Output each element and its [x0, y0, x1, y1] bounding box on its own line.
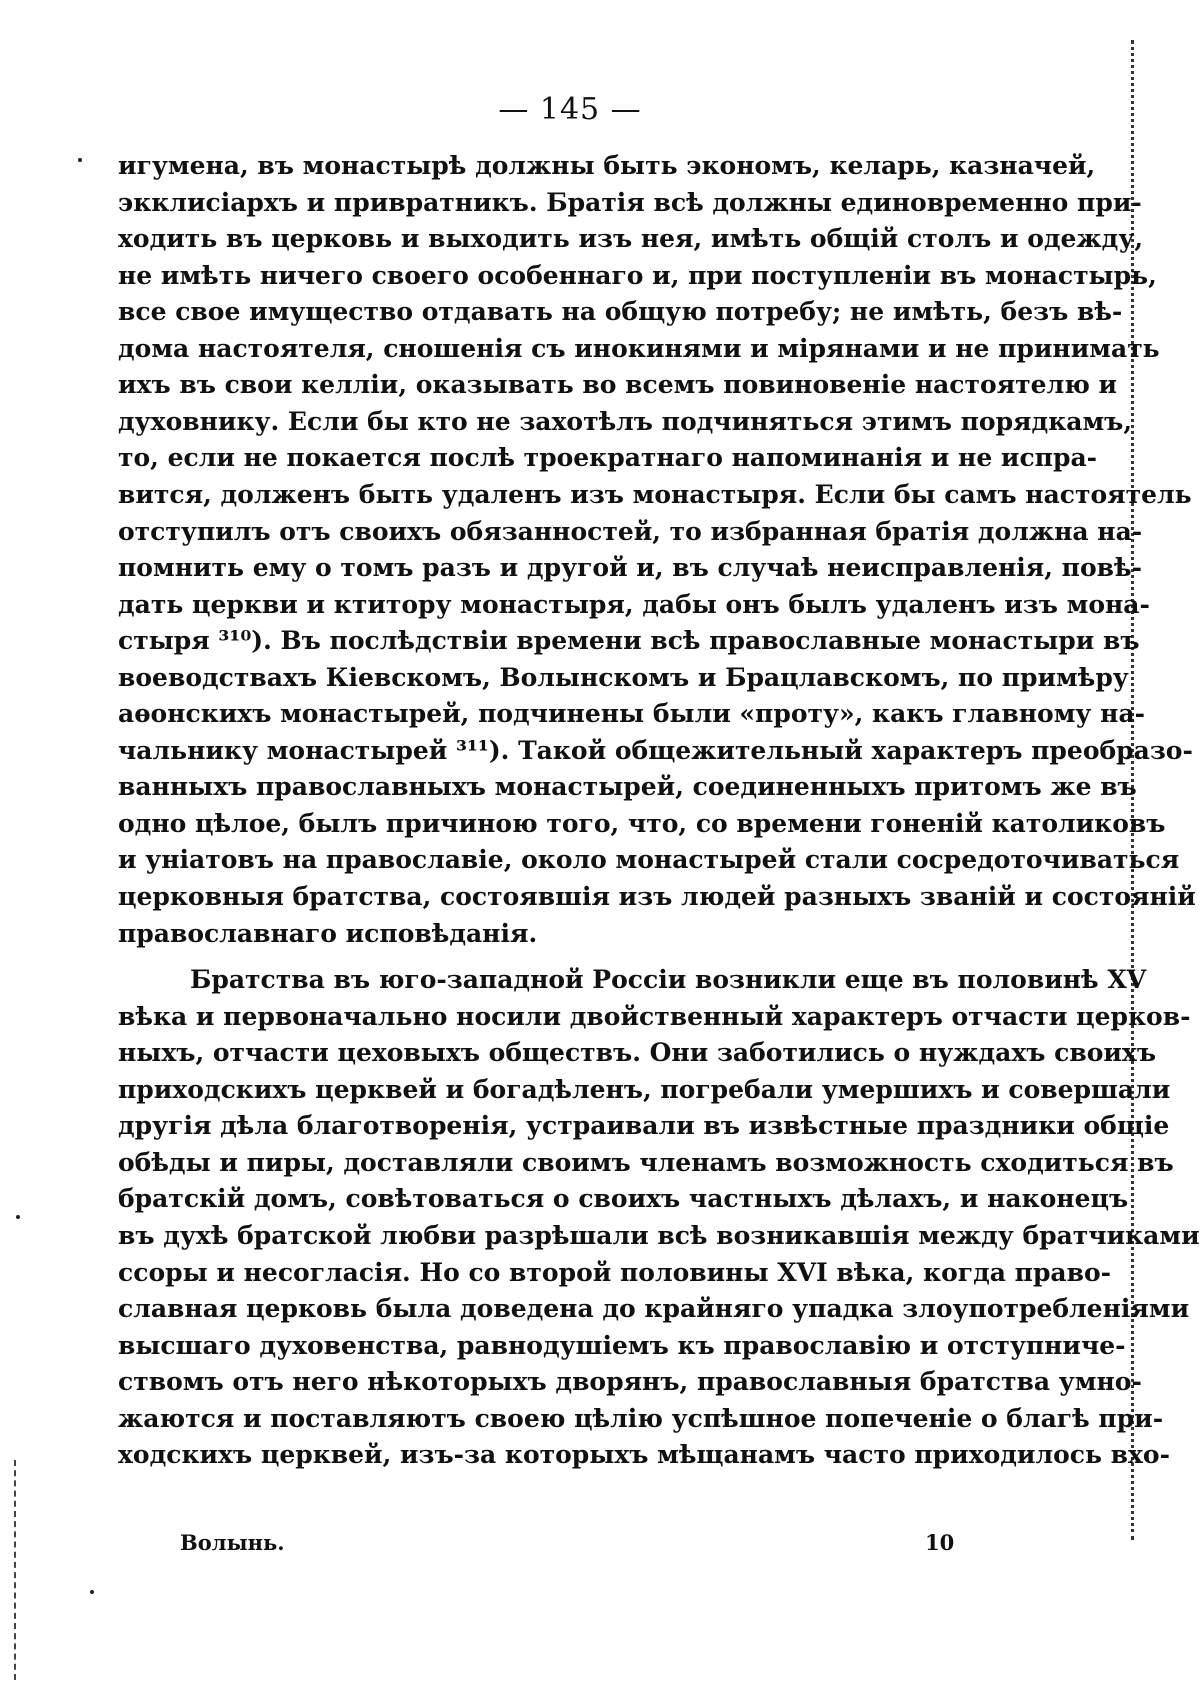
text-line: помнить ему о томъ разъ и другой и, въ случаѣ неисправленія, повѣ- — [118, 553, 1142, 583]
text-line: обѣды и пиры, доставляли своимъ членамъ возможность сходиться въ — [118, 1147, 1174, 1177]
text-line: братскій домъ, совѣтоваться о своихъ частныхъ дѣлахъ, и наконецъ — [118, 1184, 1129, 1214]
text-line: вѣка и первоначально носили двойственный характеръ отчасти церков- — [118, 1001, 1191, 1031]
text-line: церковныя братства, состоявшія изъ людей разныхъ званій и состояній — [118, 882, 1196, 911]
text-line: чальнику монастырей ³¹¹). Такой общежительный характеръ преобразо- — [118, 735, 1193, 765]
text-line: не имѣть ничего своего особеннаго и, при поступленіи въ монастырь, — [118, 260, 1157, 290]
page-number: — 145 — — [498, 92, 642, 127]
text-line: ссоры и несогласія. Но со второй половины XVI вѣка, когда право- — [118, 1257, 1112, 1287]
footer-sheet-number: 10 — [925, 1530, 955, 1555]
text-line: приходскихъ церквей и богадѣленъ, погребали умершихъ и совершали — [118, 1074, 1171, 1104]
text-line: одно цѣлое, былъ причиною того, что, со времени гоненій католиковъ — [118, 808, 1166, 838]
text-line: духовнику. Если бы кто не захотѣлъ подчиняться этимъ порядкамъ, — [118, 406, 1133, 436]
text-line: то, если не покается послѣ троекратнаго напоминанія и не испра- — [118, 443, 1098, 473]
scan-edge-left — [14, 1460, 20, 1680]
text-line: высшаго духовенства, равнодушіемъ къ православію и отступниче- — [118, 1330, 1126, 1360]
text-line: аѳонскихъ монастырей, подчинены были «проту», какъ главному на- — [118, 699, 1146, 729]
text-line: въ духѣ братской любви разрѣшали всѣ возникавшія между братчиками — [118, 1220, 1200, 1250]
text-line: Братства въ юго-западной Россіи возникли еще въ половинѣ XV — [190, 965, 1147, 995]
scan-speck — [16, 1215, 20, 1219]
text-line: ходить въ церковь и выходить изъ нея, имѣть общій столъ и одежду, — [118, 224, 1144, 254]
text-line: ванныхъ православныхъ монастырей, соединенныхъ притомъ же въ — [118, 772, 1137, 802]
text-line: православнаго исповѣданія. — [118, 918, 538, 948]
text-line: другія дѣла благотворенія, устраивали въ извѣстные праздники общіе — [118, 1111, 1170, 1141]
text-line: жаются и поставляютъ своею цѣлію успѣшное попеченіе о благѣ при- — [118, 1403, 1164, 1433]
footer-signature: Волынь. — [180, 1530, 285, 1555]
text-line: игумена, въ монастырѣ должны быть экономъ, келарь, казначей, — [118, 151, 1096, 180]
text-line: ихъ въ свои келліи, оказывать во всемъ повиновеніе настоятелю и — [118, 370, 1118, 400]
text-line: стыря ³¹⁰). Въ послѣдствіи времени всѣ православные монастыри въ — [118, 626, 1140, 656]
scan-speck — [78, 158, 82, 162]
text-line: и уніатовъ на православіе, около монастырей стали сосредоточиваться — [118, 845, 1180, 875]
text-line: все свое имущество отдавать на общую потребу; не имѣть, безъ вѣ- — [118, 297, 1123, 327]
text-line: отступилъ отъ своихъ обязанностей, то избранная братія должна на- — [118, 516, 1143, 546]
text-line: ствомъ отъ него нѣкоторыхъ дворянъ, православныя братства умно- — [118, 1367, 1142, 1397]
text-line: дать церкви и ктитору монастыря, дабы онъ былъ удаленъ изъ мона- — [118, 589, 1150, 619]
text-line: ходскихъ церквей, изъ-за которыхъ мѣщанамъ часто приходилось вхо- — [118, 1440, 1170, 1470]
scan-speck — [90, 1590, 94, 1594]
text-line: ныхъ, отчасти цеховыхъ обществъ. Они заботились о нуждахъ своихъ — [118, 1038, 1157, 1068]
text-line: славная церковь была доведена до крайняго упадка злоупотребленіями — [118, 1294, 1190, 1324]
text-line: вится, долженъ быть удаленъ изъ монастыря. Если бы самъ настоятель — [118, 479, 1192, 509]
text-line: воеводствахъ Кіевскомъ, Волынскомъ и Брацлавскомъ, по примѣру — [118, 662, 1129, 692]
text-line: дома настоятеля, сношенія съ инокинями и мірянами и не принимать — [118, 333, 1160, 363]
text-line: экклисіархъ и привратникъ. Братія всѣ должны единовременно при- — [118, 187, 1142, 217]
